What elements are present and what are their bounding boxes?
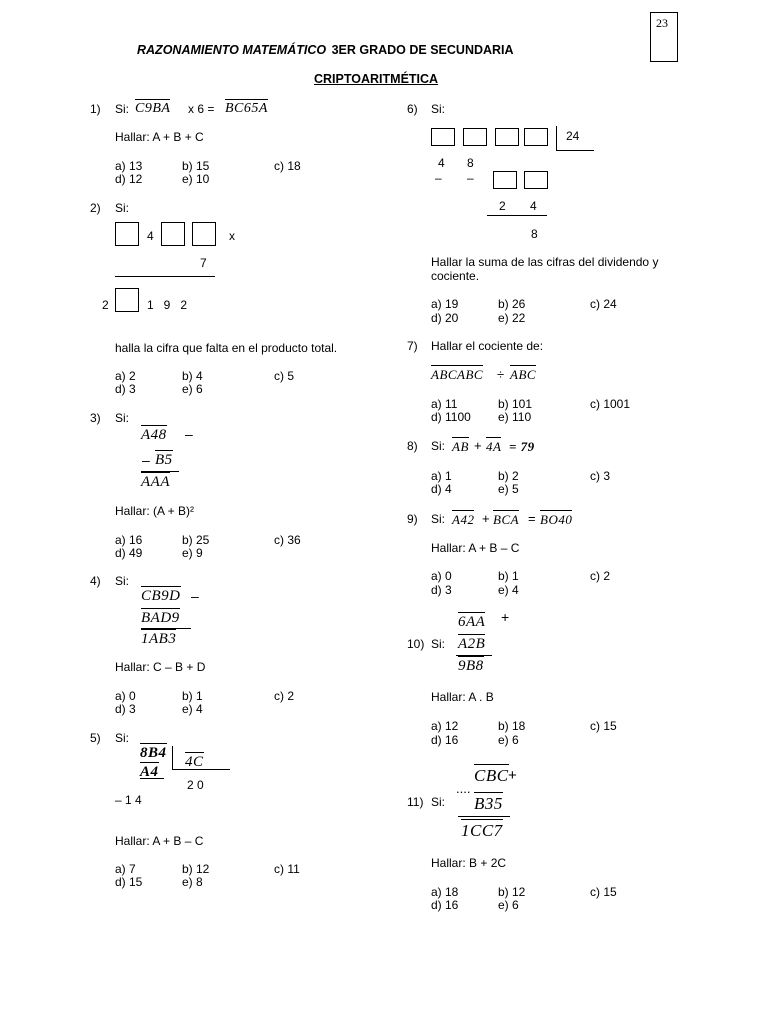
option-e: e) 6 [498, 898, 519, 912]
multiplier: 7 [200, 256, 207, 270]
option-b: b) 15 [182, 159, 210, 173]
division-bar [172, 746, 173, 770]
option-b: b) 26 [498, 297, 526, 311]
digit-4: 4 [147, 229, 154, 243]
option-c: c) 3 [590, 469, 611, 483]
option-c: c) 5 [274, 369, 295, 383]
plus-sign: + [474, 438, 482, 453]
minus-sign: – [467, 171, 474, 185]
option-a: a) 12 [431, 719, 459, 733]
product-line [115, 276, 215, 277]
option-c: c) 15 [590, 719, 617, 733]
minus-sign: – [435, 171, 442, 185]
row-2-minus: – [142, 452, 150, 468]
si-label: Si: [115, 731, 130, 745]
option-a: a) 16 [115, 533, 143, 547]
quotient-box [493, 171, 517, 189]
option-b: b) 25 [182, 533, 210, 547]
row-1: 6AA [458, 614, 486, 630]
quotient-line [172, 769, 230, 770]
expr-lhs: C9BA [135, 101, 171, 116]
sub-digit-2: 2 [499, 199, 506, 213]
find-text: Hallar la suma de las cifras del dividendo y [431, 255, 659, 269]
question-number: 9) [407, 512, 418, 526]
option-a: a) 2 [115, 369, 136, 383]
expr-a: ABCABC [431, 367, 484, 382]
expr-result: = 79 [509, 439, 535, 454]
find-text: halla la cifra que falta en el producto total. [115, 341, 338, 355]
option-d: d) 15 [115, 875, 143, 889]
si-label: Si: [115, 411, 130, 425]
find-text: Hallar: B + 2C [431, 856, 507, 870]
question-number: 3) [90, 411, 101, 425]
find-text: Hallar: (A + B)² [115, 504, 195, 518]
option-e: e) 4 [498, 583, 519, 597]
option-d: d) 3 [115, 702, 136, 716]
minus-sign: – [191, 588, 199, 604]
sub-digit-4: 4 [530, 199, 537, 213]
option-e: e) 10 [182, 172, 210, 186]
row-1: A48 [141, 427, 167, 443]
option-b: b) 12 [182, 862, 210, 876]
blank-box [161, 222, 185, 246]
option-c: c) 24 [590, 297, 617, 311]
option-d: d) 16 [431, 733, 459, 747]
option-b: b) 1 [182, 689, 203, 703]
option-b: b) 101 [498, 397, 533, 411]
option-a: a) 0 [115, 689, 136, 703]
page-header [137, 43, 514, 57]
option-a: a) 18 [431, 885, 459, 899]
plus-sign: + [508, 767, 517, 784]
option-c: c) 11 [274, 862, 300, 876]
question-number: 11) [407, 795, 424, 809]
equals-sign: = [528, 511, 536, 526]
find-text: Hallar: A + B + C [115, 130, 204, 144]
option-c: c) 15 [590, 885, 617, 899]
subtrahend: A4 [140, 764, 159, 780]
option-c: c) 1001 [590, 397, 631, 411]
row-3: 1CC7 [461, 821, 503, 840]
option-a: a) 1 [431, 469, 452, 483]
row-2: B35 [474, 794, 503, 813]
question-number: 6) [407, 102, 418, 116]
expr-c: BO40 [540, 512, 573, 527]
option-d: d) 16 [431, 898, 459, 912]
si-label: Si: [115, 574, 130, 588]
row-2: B5 [155, 452, 173, 468]
blank-box [115, 288, 139, 312]
expr-b: 4A [486, 439, 502, 454]
plus-sign: + [501, 609, 510, 625]
blank-box [115, 222, 139, 246]
option-b: b) 4 [182, 369, 203, 383]
divisor: 4C [185, 754, 204, 770]
expr-rhs: BC65A [225, 101, 268, 116]
sub-line [487, 215, 547, 216]
si-label: Si: [431, 512, 446, 526]
si-label: Si: [431, 795, 446, 809]
option-e: e) 4 [182, 702, 203, 716]
product-digit: 2 [102, 298, 109, 312]
blank-box [495, 128, 519, 146]
option-d: d) 4 [431, 482, 452, 496]
option-a: a) 19 [431, 297, 459, 311]
option-c: c) 2 [274, 689, 295, 703]
page-number-box [650, 12, 678, 62]
expr-b: BCA [493, 512, 520, 527]
question-text: Hallar el cociente de: [431, 339, 544, 353]
option-e: e) 8 [182, 875, 203, 889]
option-c: c) 36 [274, 533, 301, 547]
product-rest: 1 9 2 [147, 298, 188, 312]
divisor: 24 [566, 129, 580, 143]
find-text-2: cociente. [431, 269, 480, 283]
question-number: 7) [407, 339, 418, 353]
plus-sign: + [482, 511, 490, 526]
page-title: CRIPTOARITMÉTICA [314, 72, 439, 86]
option-b: b) 1 [498, 569, 519, 583]
blank-box [192, 222, 216, 246]
sub-line [140, 778, 164, 779]
row-2: A2B [458, 636, 486, 652]
option-d: d) 20 [431, 311, 459, 325]
dividend: 8B4 [140, 745, 167, 761]
find-text: Hallar: A . B [431, 690, 494, 704]
si-label: Si: [431, 102, 446, 116]
subject-title: RAZONAMIENTO MATEMÁTICO [137, 43, 327, 57]
option-c: c) 2 [590, 569, 611, 583]
row-3: AAA [141, 474, 170, 490]
option-b: b) 18 [498, 719, 526, 733]
option-a: a) 0 [431, 569, 452, 583]
si-label: Si: [431, 439, 446, 453]
digit-8: 8 [467, 156, 474, 170]
question-number: 4) [90, 574, 101, 588]
expr-a: A42 [452, 512, 475, 527]
find-text: Hallar: A + B – C [115, 834, 204, 848]
divide-sign: ÷ [497, 367, 505, 382]
grade-title: 3ER GRADO DE SECUNDARIA [331, 43, 514, 57]
row-1: CBC [474, 766, 509, 785]
option-a: a) 7 [115, 862, 136, 876]
expr-a: AB [452, 439, 469, 454]
option-a: a) 11 [431, 397, 458, 411]
times-sign: x [229, 229, 235, 243]
page-number: 23 [656, 16, 668, 30]
option-a: a) 13 [115, 159, 143, 173]
remainder: – 1 4 [115, 793, 142, 807]
option-e: e) 22 [498, 311, 526, 325]
expr-b: ABC [510, 367, 537, 382]
question-number: 1) [90, 102, 101, 116]
option-e: e) 9 [182, 546, 203, 560]
row-2: BAD9 [141, 610, 180, 626]
quotient-box [524, 171, 548, 189]
find-text: Hallar: A + B – C [431, 541, 520, 555]
division-bar [556, 126, 557, 150]
row-1: CB9D [141, 588, 181, 604]
blank-box [524, 128, 548, 146]
divisor-line [556, 150, 594, 151]
option-d: d) 3 [431, 583, 452, 597]
si-label: Si: [115, 201, 130, 215]
expr-op: x 6 = [188, 102, 215, 116]
si-label: Si: [431, 637, 446, 651]
blank-box [431, 128, 455, 146]
option-d: d) 49 [115, 546, 143, 560]
sum-line [458, 816, 510, 817]
find-text: Hallar: C – B + D [115, 660, 206, 674]
dots: .... [456, 781, 471, 796]
option-d: d) 3 [115, 382, 136, 396]
option-d: d) 12 [115, 172, 143, 186]
row-3: 9B8 [458, 658, 484, 674]
row-3: 1AB3 [141, 631, 177, 647]
option-e: e) 110 [498, 410, 532, 424]
digit-4: 4 [438, 156, 445, 170]
option-b: b) 12 [498, 885, 526, 899]
question-number: 2) [90, 201, 101, 215]
question-number: 5) [90, 731, 101, 745]
remainder: 8 [531, 227, 538, 241]
question-number: 10) [407, 637, 425, 651]
option-e: e) 5 [498, 482, 519, 496]
option-c: c) 18 [274, 159, 301, 173]
minus-sign: – [185, 426, 193, 442]
option-d: d) 1100 [431, 410, 471, 424]
si-label: Si: [115, 102, 130, 116]
option-e: e) 6 [182, 382, 203, 396]
quotient: 2 0 [187, 778, 204, 792]
blank-box [463, 128, 487, 146]
question-number: 8) [407, 439, 418, 453]
option-b: b) 2 [498, 469, 519, 483]
option-e: e) 6 [498, 733, 519, 747]
